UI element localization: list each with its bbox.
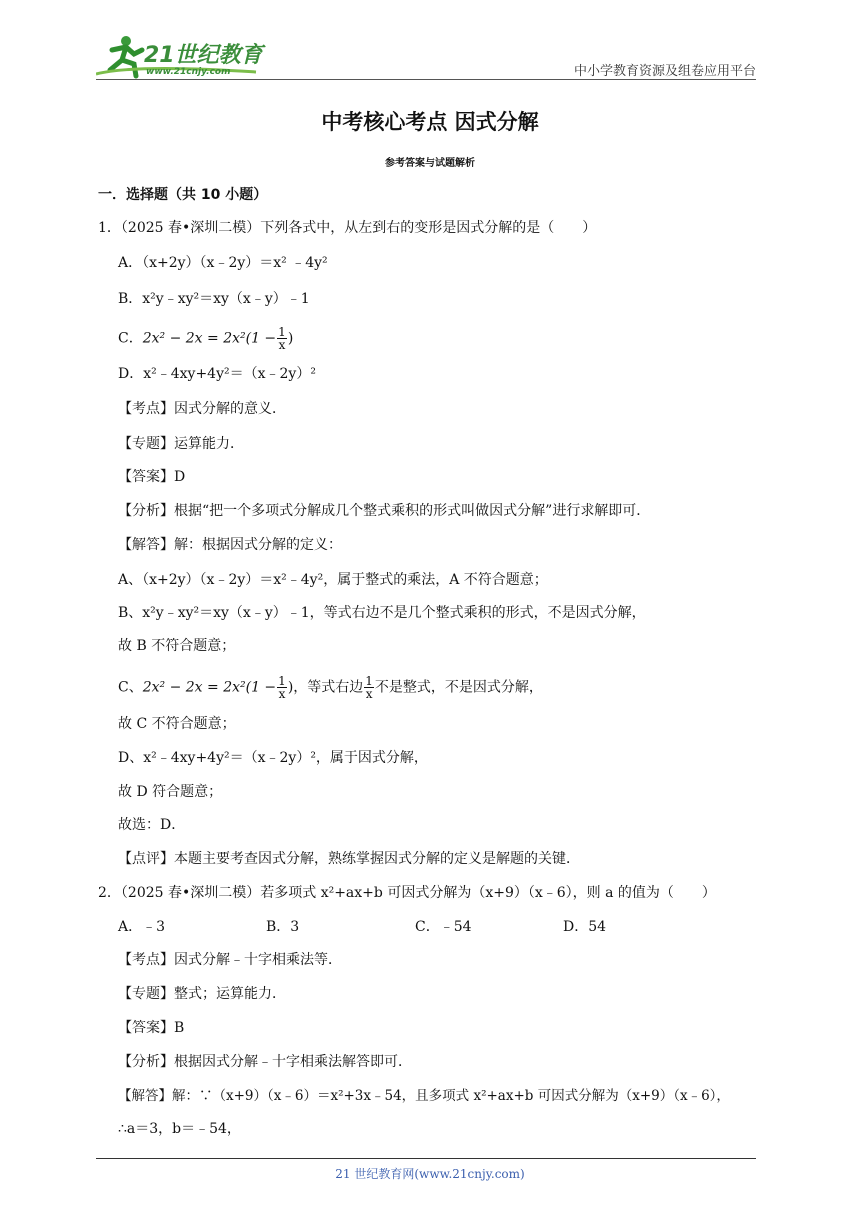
q1-answer: 【答案】D	[118, 469, 186, 485]
q1-comment: 【点评】本题主要考查因式分解，熟练掌握因式分解的定义是解题的关键．	[118, 851, 580, 867]
q2-option-c: C．﹣54	[415, 919, 472, 935]
header-divider	[96, 79, 756, 80]
q1-kaodian: 【考点】因式分解的意义．	[118, 401, 286, 417]
q1-option-c	[118, 326, 293, 351]
q1-step-c-mid: ，等式右边	[293, 679, 364, 696]
close-paren: )	[287, 330, 294, 347]
q1-step-d2: 故 D 符合题意；	[118, 784, 223, 800]
q1-option-d: D．x²﹣4xy+4y²＝（x﹣2y）²	[118, 366, 316, 382]
q2-option-d: D．54	[563, 919, 607, 935]
q1-option-a: A．（x+2y）（x﹣2y）＝x² ﹣4y²	[118, 255, 328, 271]
q1-zhuanti: 【专题】运算能力．	[118, 436, 244, 452]
q1-step-a: A、（x+2y）（x﹣2y）＝x²﹣4y²，属于整式的乘法，A 不符合题意；	[118, 572, 548, 588]
q1-step-b: B、x²y﹣xy²＝xy（x﹣y）﹣1，等式右边不是几个整式乘积的形式，不是因式分解，	[118, 605, 646, 621]
footer-divider	[96, 1158, 756, 1159]
close-paren: )	[287, 679, 294, 696]
q2-zhuanti: 【专题】整式；运算能力．	[118, 986, 286, 1002]
q2-analysis: 【分析】根据因式分解﹣十字相乘法解答即可．	[118, 1054, 412, 1070]
q2-option-a: A．﹣3	[118, 919, 166, 935]
q1-step-c-expr: 2x² − 2x = 2x²(1 −	[142, 679, 277, 696]
q2-kaodian: 【考点】因式分解﹣十字相乘法等．	[118, 952, 342, 968]
q1-step-c-pre: C、	[118, 679, 143, 696]
frac-num: 1	[365, 674, 373, 688]
q2-result: ∴a＝3，b＝﹣54，	[118, 1121, 241, 1137]
page-subtitle: 参考答案与试题解析	[385, 158, 475, 169]
q2-option-b: B．3	[266, 919, 300, 935]
frac-num: 1	[278, 325, 286, 339]
fraction	[277, 675, 287, 700]
logo	[96, 34, 266, 80]
q2-answer: 【答案】B	[118, 1020, 185, 1036]
q1-step-b2: 故 B 不符合题意；	[118, 638, 236, 654]
q1-choice: 故选：D．	[118, 817, 186, 833]
fraction	[364, 675, 374, 700]
fraction	[277, 326, 287, 351]
q1-step-c-post: 不是整式，不是因式分解，	[374, 679, 543, 696]
logo-url: www.21cnjy.com	[146, 67, 231, 77]
q1-option-c-label: C．	[118, 330, 143, 347]
q1-solution: 【解答】解：根据因式分解的定义：	[118, 537, 342, 553]
section-heading: 一．选择题（共 10 小题）	[98, 187, 268, 203]
frac-num: 1	[278, 674, 286, 688]
q1-option-c-expr: 2x² − 2x = 2x²(1 −	[142, 330, 277, 347]
frac-den: x	[365, 687, 373, 701]
q2-stem: 2．（2025 春•深圳二模）若多项式 x²+ax+b 可因式分解为（x+9）（x﹣6），则 a 的值为（ ）	[98, 885, 716, 901]
frac-den: x	[278, 338, 286, 352]
footer-link[interactable]: 21 世纪教育网(www.21cnjy.com)	[335, 1167, 525, 1181]
q1-analysis: 【分析】根据“把一个多项式分解成几个整式乘积的形式叫做因式分解”进行求解即可．	[118, 503, 651, 519]
logo-text: 21世纪教育	[144, 43, 263, 68]
q2-options	[118, 917, 718, 937]
q1-step-c	[118, 675, 543, 700]
q1-step-d: D、x²﹣4xy+4y²＝（x﹣2y）²，属于因式分解，	[118, 750, 428, 766]
q1-option-b: B．x²y﹣xy²＝xy（x﹣y）﹣1	[118, 291, 310, 307]
runner-logo-icon	[96, 34, 266, 80]
platform-name: 中小学教育资源及组卷应用平台	[573, 64, 756, 79]
page-title: 中考核心考点 因式分解	[321, 110, 539, 134]
q1-stem: 1．（2025 春•深圳二模）下列各式中，从左到右的变形是因式分解的是（ ）	[98, 220, 597, 236]
q2-solution: 【解答】解：∵（x+9）（x﹣6）＝x²+3x﹣54，且多项式 x²+ax+b 可因式分解为（x+9）（x﹣6），	[118, 1088, 730, 1104]
frac-den: x	[278, 687, 286, 701]
q1-step-c2: 故 C 不符合题意；	[118, 716, 236, 732]
